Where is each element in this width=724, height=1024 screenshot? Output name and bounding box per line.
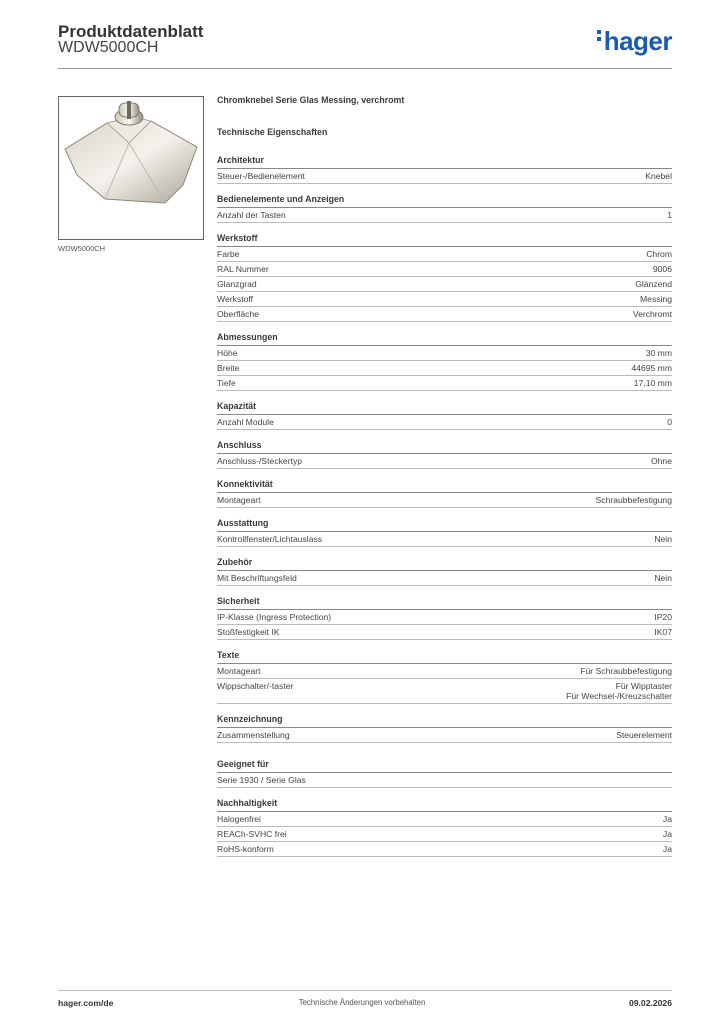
- spec-value-line: 30 mm: [645, 348, 672, 358]
- footer-disclaimer: Technische Änderungen vorbehalten: [298, 998, 426, 1007]
- spec-value-line: Verchromt: [632, 309, 672, 319]
- logo-text: hager: [603, 26, 672, 56]
- hager-logo: [597, 26, 672, 57]
- spec-label: Anzahl der Tasten: [217, 210, 286, 220]
- spec-label: Oberfläche: [217, 309, 260, 319]
- spec-value: [635, 279, 672, 289]
- spec-group-title: Geeignet für: [217, 759, 672, 773]
- spec-label: Montageart: [217, 495, 261, 505]
- spec-value: [646, 249, 672, 259]
- spec-value-line: 1: [667, 210, 672, 220]
- spec-label: Glanzgrad: [217, 279, 257, 289]
- spec-label: Anzahl Module: [217, 417, 274, 427]
- spec-value: [566, 681, 672, 701]
- spec-group-title: Ausstattung: [217, 518, 672, 532]
- spec-value-line: Nein: [654, 534, 672, 544]
- spec-value-line: 44695 mm: [631, 363, 672, 373]
- spec-label: Tiefe: [217, 378, 236, 388]
- spec-row: [217, 208, 672, 223]
- image-caption: WDW5000CH: [58, 244, 106, 253]
- spec-group: [217, 155, 672, 184]
- spec-value-line: Messing: [640, 294, 672, 304]
- spec-row: [217, 277, 672, 292]
- spec-value-line: IP20: [654, 612, 672, 622]
- spec-label: Breite: [217, 363, 240, 373]
- spec-row: [217, 679, 672, 704]
- spec-group-title: Nachhaltigkeit: [217, 798, 672, 812]
- knob-illustration: [59, 97, 203, 239]
- spec-group-title: Kapazität: [217, 401, 672, 415]
- spec-row: [217, 307, 672, 322]
- spec-value-line: Ja: [662, 814, 672, 824]
- spec-label: Wippschalter/-taster: [217, 681, 294, 691]
- footer-date: 09.02.2026: [628, 998, 672, 1008]
- spec-content: [217, 95, 672, 867]
- spec-group: [217, 518, 672, 547]
- spec-value-line: Schraubbefestigung: [595, 495, 672, 505]
- spec-value: [663, 829, 672, 839]
- spec-value: [580, 666, 672, 676]
- spec-value: [663, 814, 672, 824]
- spec-value: [651, 456, 672, 466]
- spec-value-line: Für Schraubbefestigung: [580, 666, 672, 676]
- spec-value-line: Glänzend: [635, 279, 672, 289]
- spec-group: [217, 596, 672, 640]
- footer-divider: [58, 990, 672, 991]
- spec-group-title: Bedienelemente und Anzeigen: [217, 194, 672, 208]
- spec-value-line: Chrom: [646, 249, 672, 259]
- spec-group-title: Kennzeichnung: [217, 714, 672, 728]
- spec-row: [217, 346, 672, 361]
- spec-value: [645, 171, 672, 181]
- spec-group-title: Texte: [217, 650, 672, 664]
- spec-group-title: Architektur: [217, 155, 672, 169]
- header-divider: [58, 68, 672, 69]
- spec-row: [217, 415, 672, 430]
- spec-value: [596, 495, 672, 505]
- spec-groups: [217, 155, 672, 857]
- spec-group: [217, 650, 672, 704]
- spec-value: [654, 612, 672, 622]
- spec-row: [217, 571, 672, 586]
- spec-value-line: Ja: [662, 844, 672, 854]
- spec-row: [217, 169, 672, 184]
- spec-row: [217, 532, 672, 547]
- spec-value-line: 0: [667, 417, 672, 427]
- spec-group-title: Zubehör: [217, 557, 672, 571]
- spec-value: [654, 627, 672, 637]
- spec-group: [217, 759, 672, 788]
- spec-group-title: Abmessungen: [217, 332, 672, 346]
- spec-row: [217, 247, 672, 262]
- spec-row: [217, 625, 672, 640]
- spec-value: [640, 294, 672, 304]
- spec-group: [217, 714, 672, 743]
- spec-value-line: Ja: [662, 829, 672, 839]
- spec-group: [217, 479, 672, 508]
- spec-value: [631, 363, 672, 373]
- product-title: Chromknebel Serie Glas Messing, verchromt: [217, 95, 405, 105]
- logo-dots-icon: [597, 30, 601, 44]
- spec-label: Kontrollfenster/Lichtauslass: [217, 534, 323, 544]
- spec-value: [634, 378, 672, 388]
- footer-website-link[interactable]: hager.com/de: [58, 998, 114, 1008]
- spec-value-line: Für Wipptaster: [615, 681, 672, 691]
- spec-label: Höhe: [217, 348, 238, 358]
- spec-label: Montageart: [217, 666, 261, 676]
- spec-value: [633, 309, 672, 319]
- spec-group-title: Anschluss: [217, 440, 672, 454]
- spec-group: [217, 557, 672, 586]
- spec-group: [217, 194, 672, 223]
- spec-value: [663, 844, 672, 854]
- spec-label: Farbe: [217, 249, 240, 259]
- spec-group-title: Konnektivität: [217, 479, 672, 493]
- spec-row: [217, 664, 672, 679]
- spec-row: [217, 454, 672, 469]
- spec-label: Mit Beschriftungsfeld: [217, 573, 297, 583]
- spec-value: [654, 573, 672, 583]
- spec-value-line: Steuerelement: [616, 730, 672, 740]
- spec-value-line: Für Wechsel-/Kreuzschalter: [566, 691, 672, 701]
- spec-value: [667, 417, 672, 427]
- spec-value-line: Ohne: [650, 456, 672, 466]
- spec-value: [653, 264, 672, 274]
- spec-group: [217, 233, 672, 322]
- spec-label: Anschluss-/Steckertyp: [217, 456, 303, 466]
- section-heading: Technische Eigenschaften: [217, 127, 328, 137]
- spec-row: [217, 361, 672, 376]
- spec-row: [217, 842, 672, 857]
- spec-row: [217, 610, 672, 625]
- spec-label: REACh-SVHC frei: [217, 829, 287, 839]
- spec-label: Stoßfestigkeit IK: [217, 627, 280, 637]
- spec-row: [217, 827, 672, 842]
- spec-label: Steuer-/Bedienelement: [217, 171, 305, 181]
- spec-group-title: Werkstoff: [217, 233, 672, 247]
- spec-row: [217, 262, 672, 277]
- spec-row: [217, 376, 672, 391]
- spec-label: Werkstoff: [217, 294, 253, 304]
- spec-row: [217, 773, 672, 788]
- spec-value-line: 9006: [652, 264, 672, 274]
- spec-value-line: 17,10 mm: [633, 378, 672, 388]
- spec-value-line: Knebel: [645, 171, 672, 181]
- spec-value: [654, 534, 672, 544]
- spec-row: [217, 728, 672, 743]
- spec-group: [217, 332, 672, 391]
- spec-group: [217, 401, 672, 430]
- spec-group-title: Sicherheit: [217, 596, 672, 610]
- spec-value-line: IK07: [654, 627, 672, 637]
- spec-value: [667, 210, 672, 220]
- spec-value: [616, 730, 672, 740]
- spec-row: [217, 493, 672, 508]
- spec-label: IP-Klasse (Ingress Protection): [217, 612, 332, 622]
- spec-value: [646, 348, 672, 358]
- spec-label: RAL Nummer: [217, 264, 269, 274]
- spec-label: Halogenfrei: [217, 814, 261, 824]
- spec-group: [217, 440, 672, 469]
- spec-group: [217, 798, 672, 857]
- spec-value-line: Nein: [654, 573, 672, 583]
- spec-label: Zusammenstellung: [217, 730, 290, 740]
- spec-row: [217, 812, 672, 827]
- document-title: Produktdatenblatt: [58, 22, 204, 41]
- product-code: WDW5000CH: [58, 39, 159, 56]
- product-image: [58, 96, 204, 240]
- spec-row: [217, 292, 672, 307]
- spec-label: RoHS-konform: [217, 844, 274, 854]
- spec-label: Serie 1930 / Serie Glas: [217, 775, 306, 785]
